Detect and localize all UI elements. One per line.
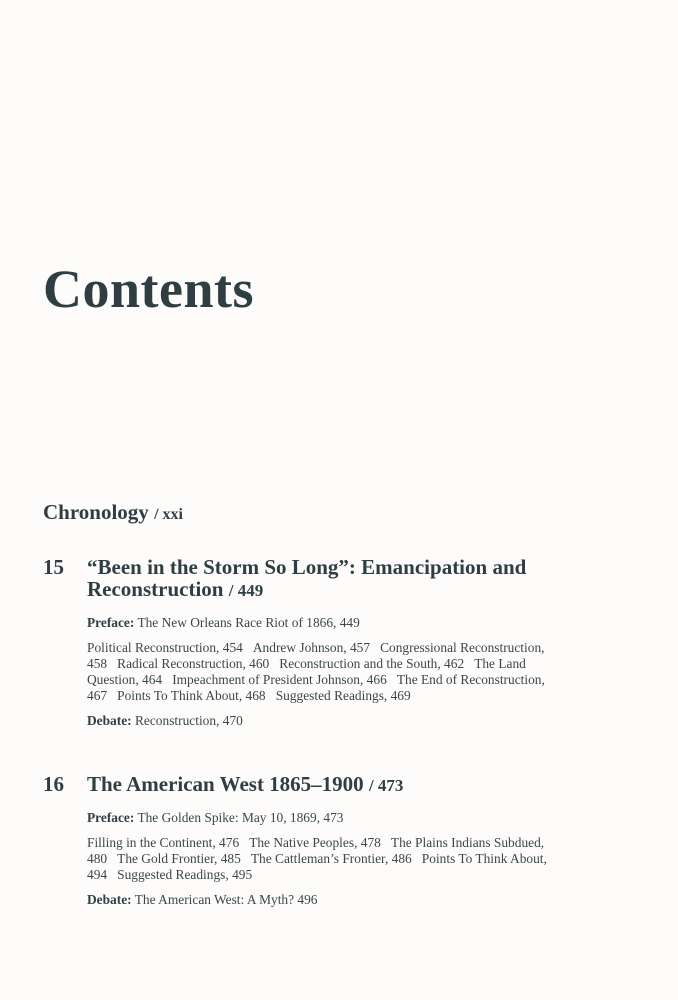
topic-item[interactable]: The Plains Indians Subdued, 480 xyxy=(87,835,545,866)
chapter-title xyxy=(87,556,563,602)
chapter-15 xyxy=(43,556,563,738)
topics-list xyxy=(87,640,547,704)
topic-item[interactable]: Impeachment of President Johnson, 466 xyxy=(172,672,387,687)
debate-text: Reconstruction, 470 xyxy=(134,713,243,728)
chapter-title-text: “Been in the Storm So Long”: Emancipation and Reconstruction xyxy=(87,555,527,601)
chapter-page: / 473 xyxy=(368,776,404,795)
preface-label: Preface: xyxy=(87,615,135,630)
topics-list xyxy=(87,835,547,883)
chapter-heading[interactable] xyxy=(43,773,563,797)
topic-item[interactable]: Suggested Readings, 469 xyxy=(275,688,411,703)
topic-item[interactable]: The Gold Frontier, 485 xyxy=(117,851,241,866)
topic-item[interactable]: Congressional Reconstruction, 458 xyxy=(87,640,545,671)
preface-line[interactable] xyxy=(87,810,547,826)
chapter-heading[interactable] xyxy=(43,556,563,602)
preface-label: Preface: xyxy=(87,810,135,825)
chronology-entry[interactable] xyxy=(43,500,183,525)
topic-item[interactable]: Andrew Johnson, 457 xyxy=(252,640,371,655)
topic-item[interactable]: Suggested Readings, 495 xyxy=(117,867,253,882)
chronology-label: Chronology xyxy=(43,500,149,524)
debate-label: Debate: xyxy=(87,892,132,907)
topic-item[interactable]: Points To Think About, 494 xyxy=(87,851,547,882)
chapter-body xyxy=(87,810,547,908)
debate-label: Debate: xyxy=(87,713,132,728)
chapter-body xyxy=(87,615,547,729)
chapter-16 xyxy=(43,773,563,917)
topic-item[interactable]: Political Reconstruction, 454 xyxy=(87,640,243,655)
topic-item[interactable]: Radical Reconstruction, 460 xyxy=(117,656,270,671)
chapter-number: 16 xyxy=(43,772,64,796)
topic-item[interactable]: Reconstruction and the South, 462 xyxy=(279,656,465,671)
debate-text: The American West: A Myth? 496 xyxy=(134,892,318,907)
page-title: Contents xyxy=(43,259,255,319)
preface-text: The Golden Spike: May 10, 1869, 473 xyxy=(137,810,344,825)
chronology-page: / xxi xyxy=(154,506,183,523)
chapter-title-text: The American West 1865–1900 xyxy=(87,772,364,796)
chapter-title xyxy=(87,773,403,797)
debate-line[interactable] xyxy=(87,713,547,729)
preface-text: The New Orleans Race Riot of 1866, 449 xyxy=(137,615,360,630)
debate-line[interactable] xyxy=(87,892,547,908)
chapter-number: 15 xyxy=(43,555,64,579)
topic-item[interactable]: The Native Peoples, 478 xyxy=(249,835,381,850)
topic-item[interactable]: Filling in the Continent, 476 xyxy=(87,835,240,850)
chapter-page: / 449 xyxy=(228,581,264,600)
topic-item[interactable]: The End of Reconstruction, 467 xyxy=(87,672,545,703)
topic-item[interactable]: The Land Question, 464 xyxy=(87,656,526,687)
topic-item[interactable]: The Cattleman’s Frontier, 486 xyxy=(250,851,412,866)
topic-item[interactable]: Points To Think About, 468 xyxy=(117,688,266,703)
preface-line[interactable] xyxy=(87,615,547,631)
